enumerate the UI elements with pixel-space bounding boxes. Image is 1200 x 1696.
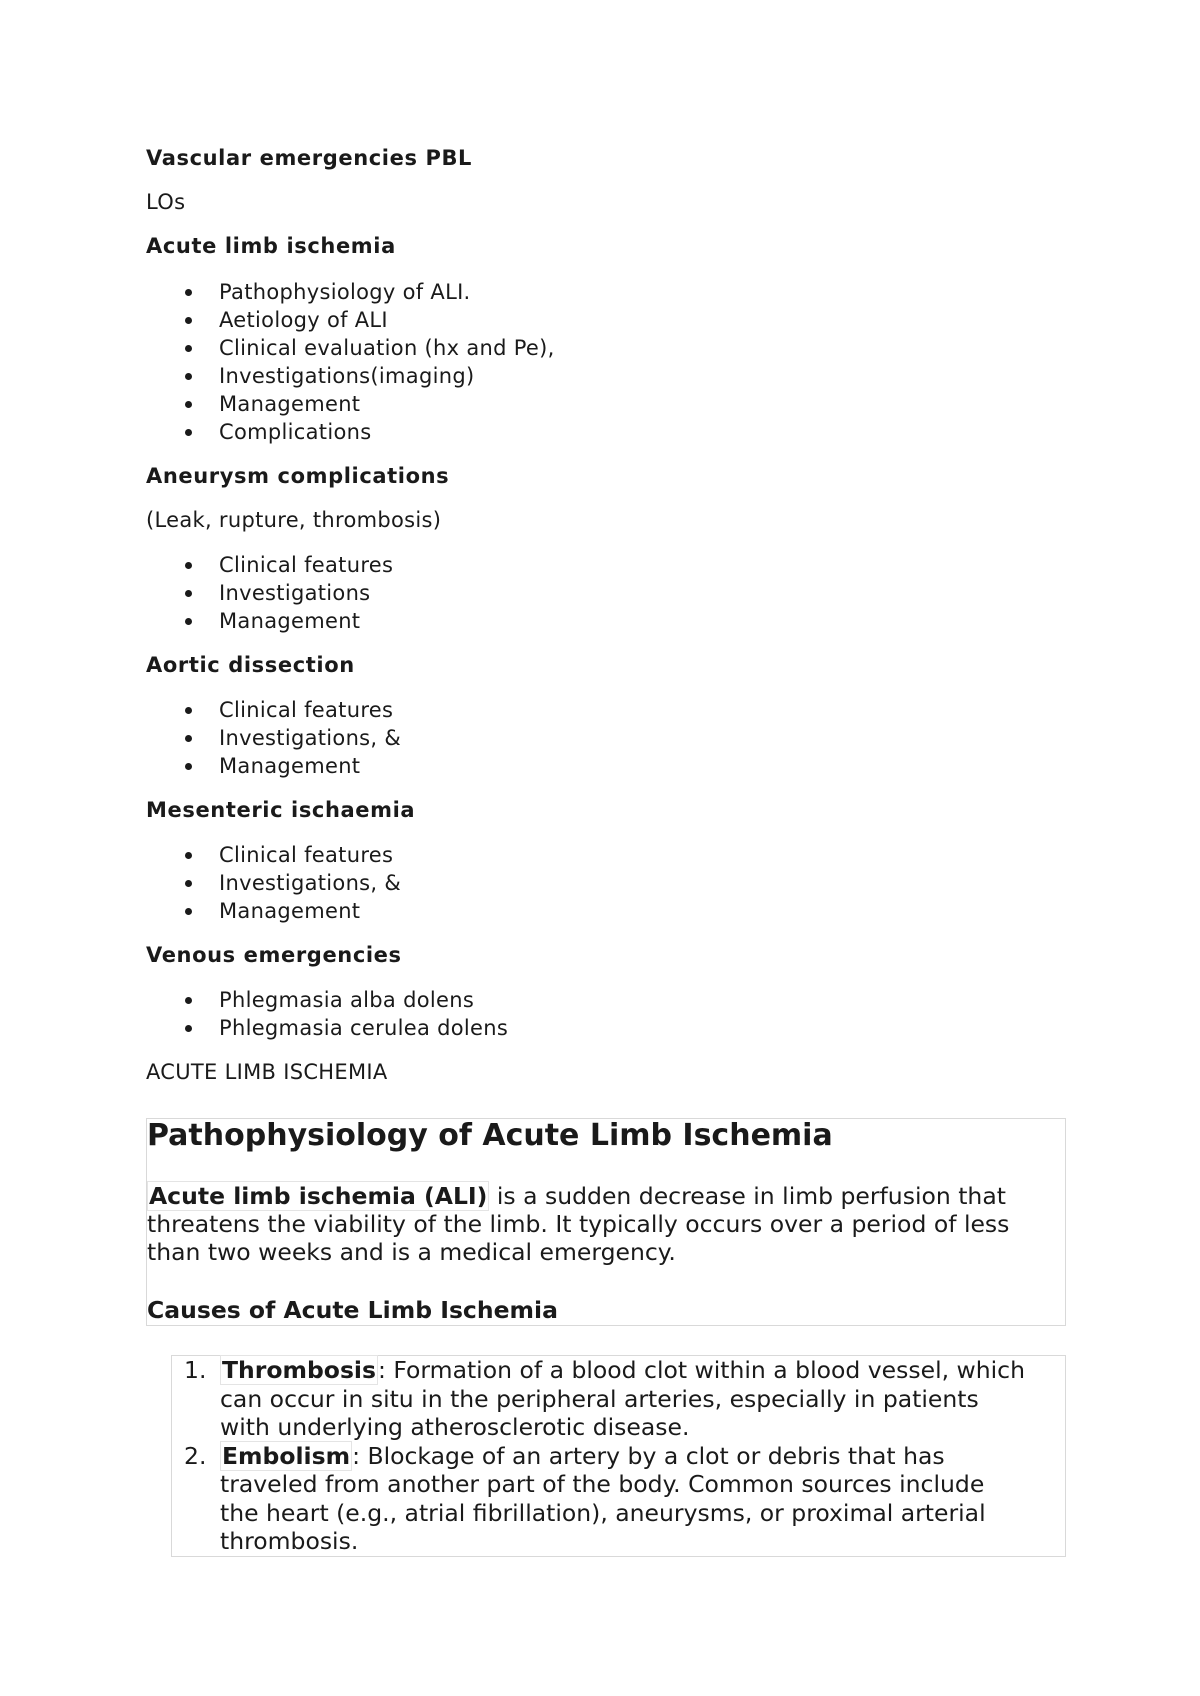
intro-term: Acute limb ischemia (ALI) [149,1182,488,1210]
list-item: Aetiology of ALI [146,306,555,334]
section-note: (Leak, rupture, thrombosis) [146,508,442,532]
bullet-list [146,696,401,780]
cause-term: Thrombosis [222,1356,376,1384]
list-item: Management [146,752,401,780]
bullet-icon [185,429,192,436]
bullet-icon [185,1025,192,1032]
list-item: Investigations(imaging) [146,362,555,390]
article-intro: Acute limb ischemia (ALI) is a sudden decrease in limb perfusion that threatens the viability of the limb. It typically occurs over a period of less than two weeks and is a medical emergency. [147,1182,1010,1266]
bullet-icon [185,618,192,625]
list-item: Investigations, & [146,724,401,752]
bullet-list [146,278,555,446]
list-item: Complications [146,418,555,446]
cause-term: Embolism [222,1441,351,1470]
list-item: Clinical features [146,551,393,579]
list-item: Management [146,390,555,418]
list-item: Phlegmasia alba dolens [146,986,508,1014]
list-item: Management [146,607,393,635]
bullet-icon [185,908,192,915]
bullet-list [146,841,401,925]
list-item: Clinical features [146,841,401,869]
bullet-icon [185,763,192,770]
list-item: Investigations [146,579,393,607]
bullet-icon [185,852,192,859]
article-title: Pathophysiology of Acute Limb Ischemia [147,1118,833,1153]
caps-heading: ACUTE LIMB ISCHEMIA [146,1060,388,1084]
section-heading: Venous emergencies [146,943,402,967]
bullet-icon [185,289,192,296]
causes-list [172,1356,1060,1556]
bullet-list [146,986,508,1042]
list-item: Investigations, & [146,869,401,897]
causes-heading: Causes of Acute Limb Ischemia [147,1296,558,1324]
los-label: LOs [146,190,186,214]
bullet-icon [185,562,192,569]
bullet-icon [185,373,192,380]
list-item: 1. Thrombosis: Formation of a blood clot within a blood vessel, which can occur in situ in the peripheral arteries, especially in patients with underlying atherosclerotic disease. [184,1356,1025,1441]
section-heading: Mesenteric ischaemia [146,798,416,822]
list-item: Management [146,897,401,925]
bullet-icon [185,401,192,408]
list-item: Pathophysiology of ALI. [146,278,555,306]
bullet-icon [185,997,192,1004]
section-heading: Aortic dissection [146,653,355,677]
document-title: Vascular emergencies PBL [146,146,473,170]
bullet-icon [185,880,192,887]
bullet-icon [185,735,192,742]
list-item: 2. Embolism: Blockage of an artery by a clot or debris that has traveled from another part of the body. Common sources include the heart (e.g., atrial fibrillation), aneurysms, or proximal arterial thrombosis. [184,1441,986,1555]
section-heading: Acute limb ischemia [146,234,396,258]
bullet-icon [185,317,192,324]
list-item: Clinical features [146,696,401,724]
bullet-icon [185,590,192,597]
bullet-list [146,551,393,635]
section-heading: Aneurysm complications [146,464,450,488]
list-item: Phlegmasia cerulea dolens [146,1014,508,1042]
list-item: Clinical evaluation (hx and Pe), [146,334,555,362]
bullet-icon [185,345,192,352]
bullet-icon [185,707,192,714]
